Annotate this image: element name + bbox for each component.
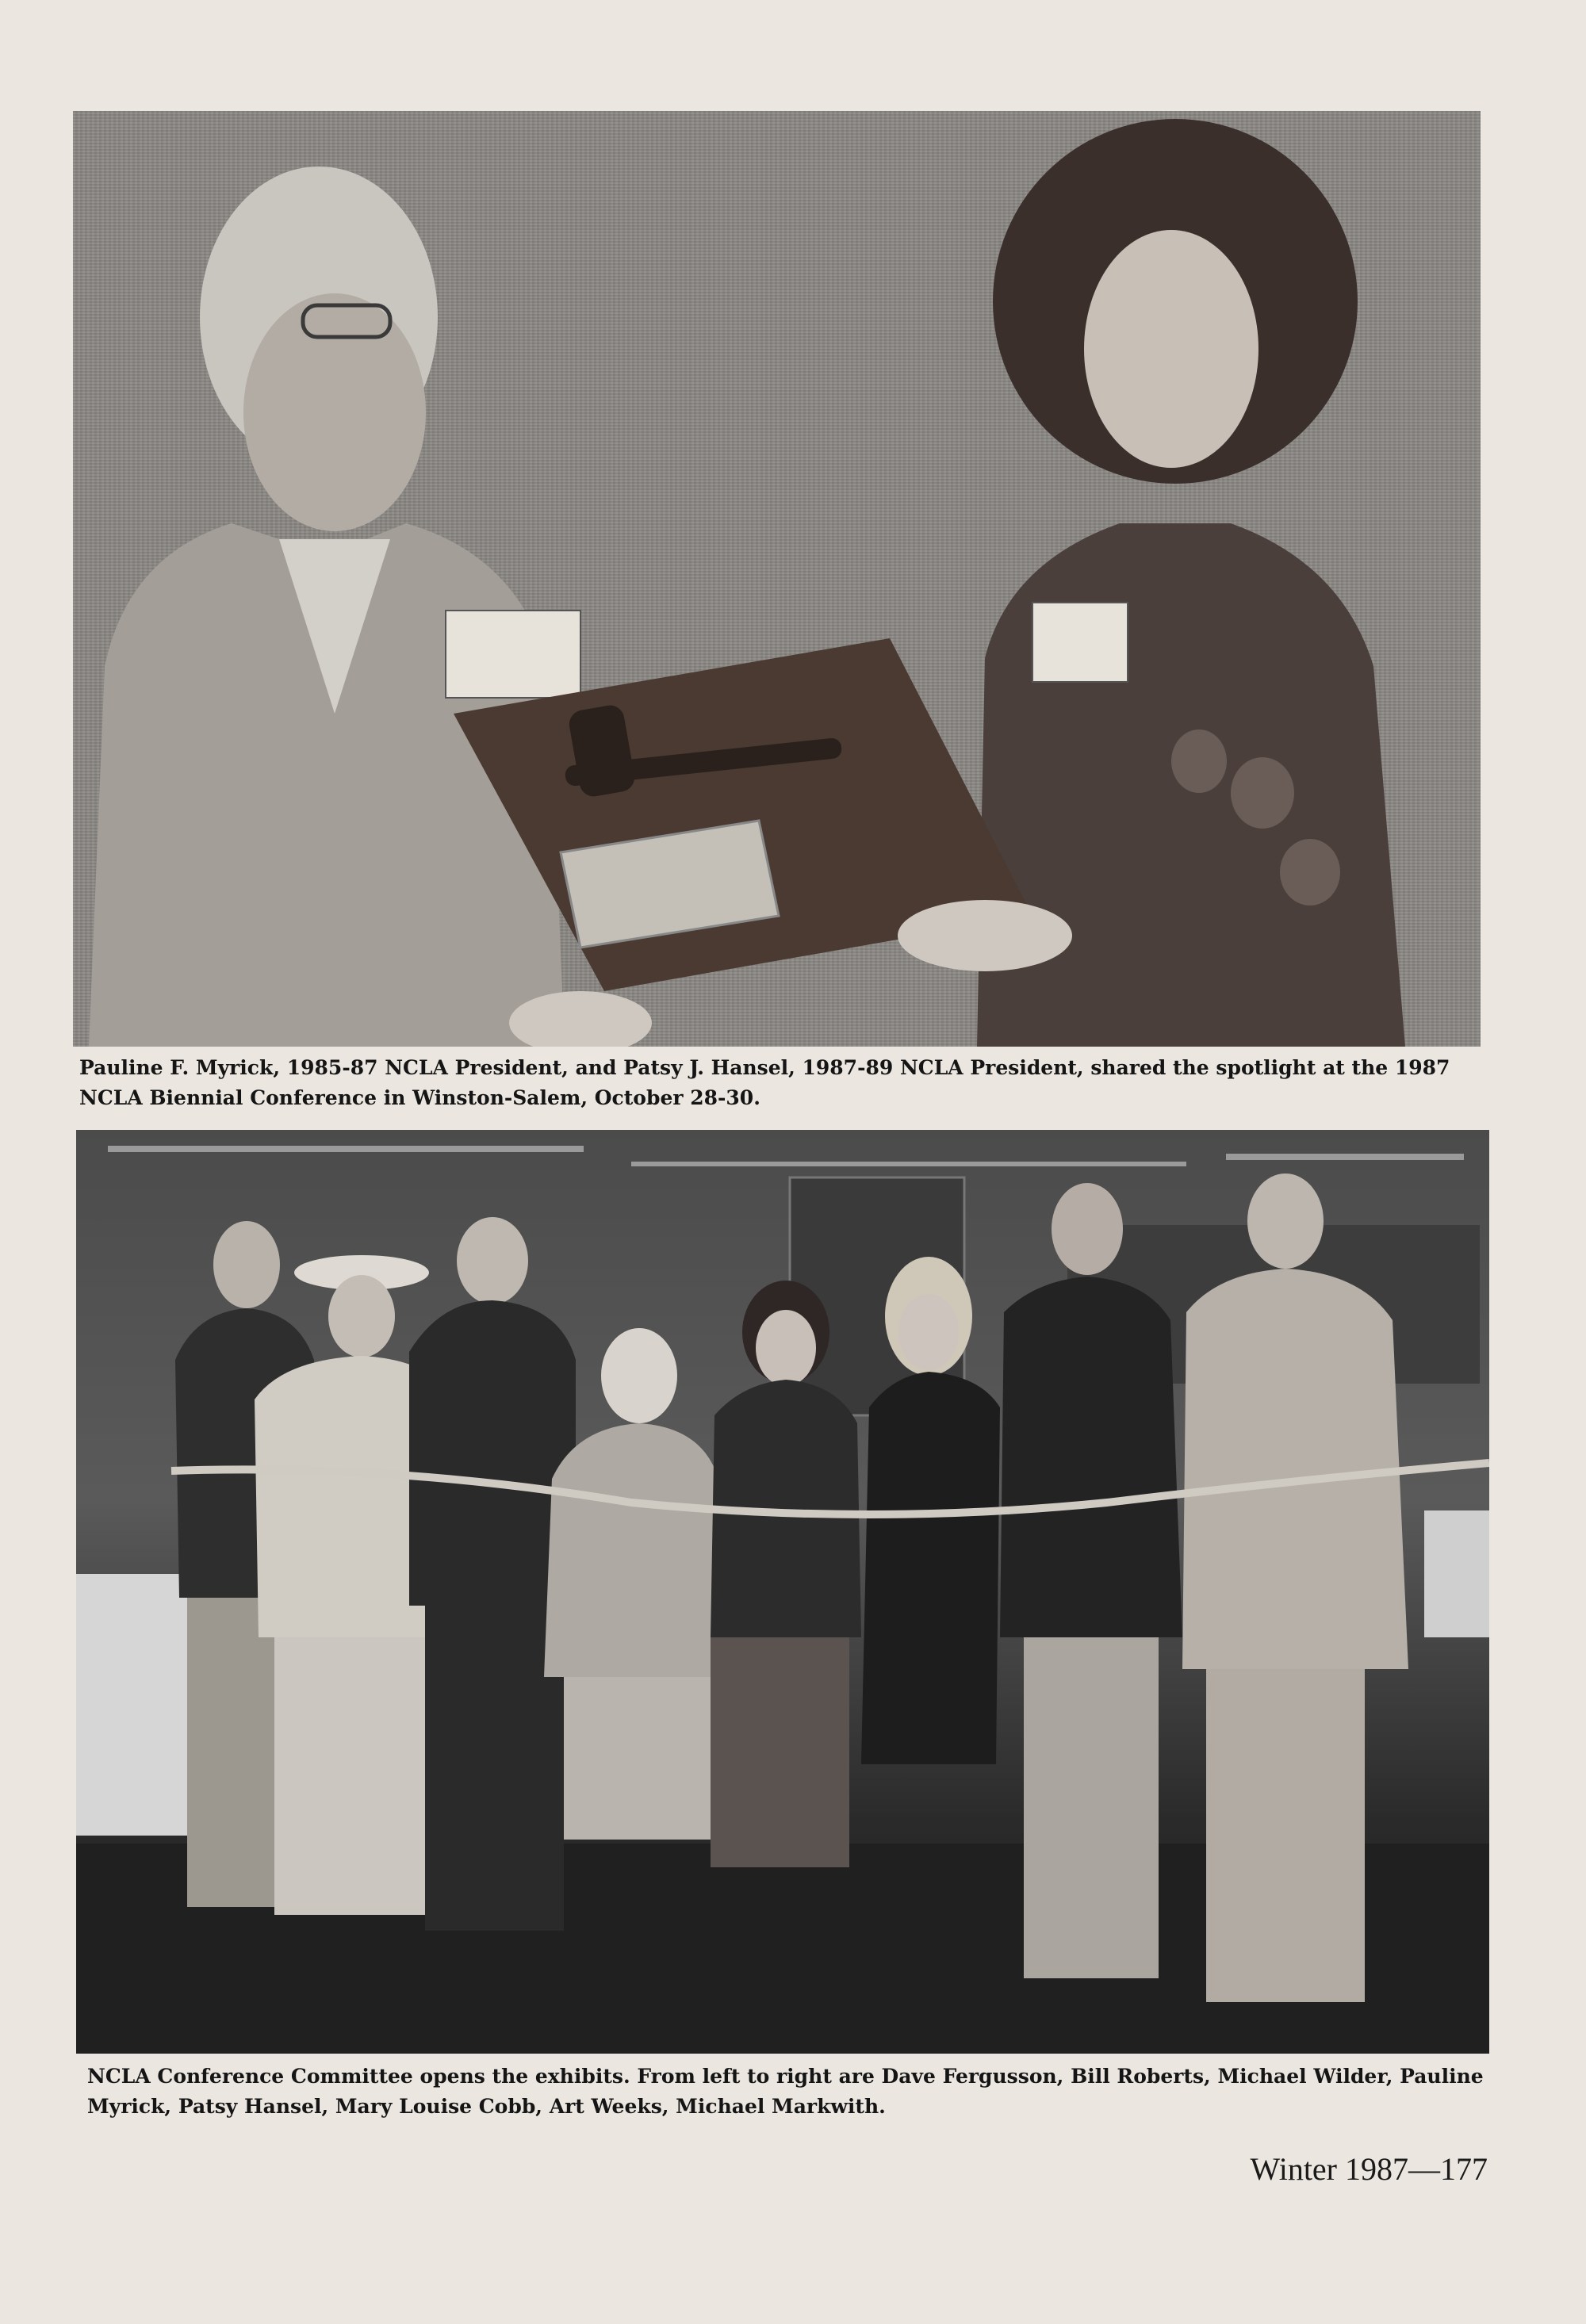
- caption-gavel-presentation: Pauline F. Myrick, 1985-87 NCLA President, and Patsy J. Hansel, 1987-89 NCLA President, shared the spotlight at the 1987 NCLA Biennial Conference in Winston-Salem, October 28-30.: [79, 1056, 1450, 1109]
- left-woman-figure: [89, 167, 580, 1047]
- right-woman-figure: [977, 119, 1405, 1047]
- ribbon-cutting-illustration: [76, 1130, 1489, 2054]
- caption-ribbon-cutting: NCLA Conference Committee opens the exhibits. From left to right are Dave Fergusson, Bill Roberts, Michael Wilder, Pauline Myrick, Patsy Hansel, Mary Louise Cobb, Art Weeks, Michael Markwith.: [87, 2065, 1484, 2118]
- page-folio: Winter 1987—177: [1250, 2151, 1488, 2187]
- photo-gavel-presentation: [73, 111, 1481, 1047]
- gavel-presentation-illustration: [73, 111, 1481, 1047]
- photo-ribbon-cutting: [76, 1130, 1489, 2054]
